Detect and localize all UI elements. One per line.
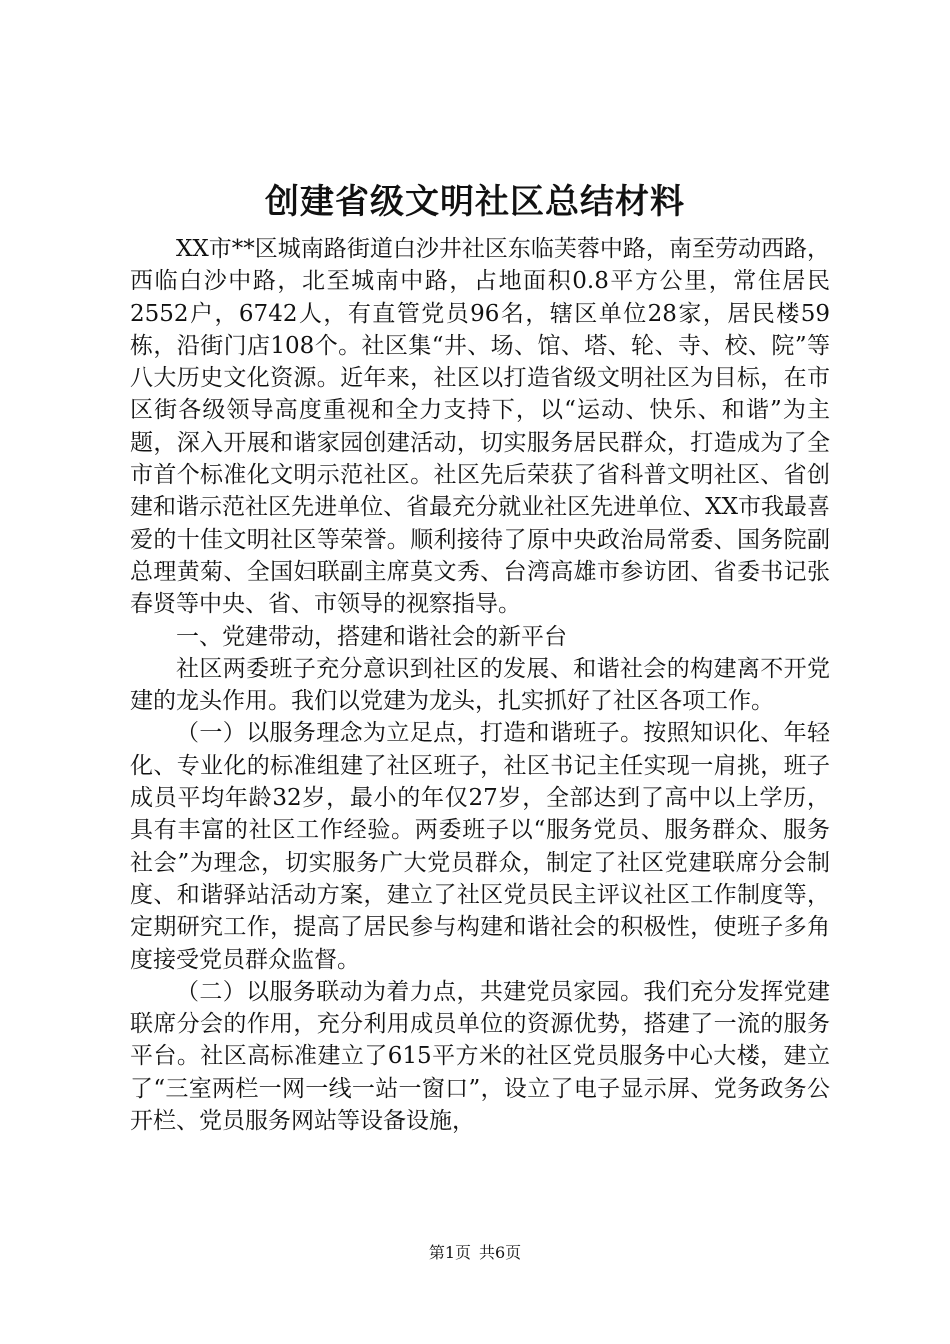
paragraph-subsection-1: （一）以服务理念为立足点，打造和谐班子。按照知识化、年轻化、专业化的标准组建了社区班子，社区书记主任实现一肩挑，班子成员平均年龄32岁，最小的年仅27岁，全部达到了高中以上学历，具有丰富的社区工作经验。两委班子以“服务党员、服务群众、服务社会”为理念，切实服务广大党员群众，制定了社区党建联席分会制度、和谐驿站活动方案，建立了社区党员民主评议社区工作制度等，定期研究工作，提高了居民参与构建和谐社会的积极性，使班子多角度接受党员群众监督。 xyxy=(130,720,830,973)
document-title: 创建省级文明社区总结材料 xyxy=(265,182,685,222)
page-total: 共6页 xyxy=(479,1243,522,1262)
page-footer xyxy=(0,1243,950,1263)
paragraph-subsection-2: （二）以服务联动为着力点，共建党员家园。我们充分发挥党建联席分会的作用，充分利用成员单位的资源优势，搭建了一流的服务平台。社区高标准建立了615平方米的社区党员服务中心大楼，建立了“三室两栏一网一线一站一窗口”，设立了电子显示屏、党务政务公开栏、党员服务网站等设备设施， xyxy=(130,978,830,1135)
paragraph-section-1: 社区两委班子充分意识到社区的发展、和谐社会的构建离不开党建的龙头作用。我们以党建为龙头，扎实抓好了社区各项工作。 xyxy=(130,655,830,715)
paragraph-intro: XX市**区城南路街道白沙井社区东临芙蓉中路，南至劳动西路，西临白沙中路，北至城南中路，占地面积0.8平方公里，常住居民2552户，6742人，有直管党员96名，辖区单位28家，居民楼59栋，沿街门店108个。社区集“井、场、馆、塔、轮、寺、校、院”等八大历史文化资源。近年来，社区以打造省级文明社区为目标，在市区街各级领导高度重视和全力支持下，以“运动、快乐、和谐”为主题，深入开展和谐家园创建活动，切实服务居民群众，打造成为了全市首个标准化文明示范社区。社区先后荣获了省科普文明社区、省创建和谐示范社区先进单位、省最充分就业社区先进单位、XX市我最喜爱的十佳文明社区等荣誉。顺利接待了原中央政治局常委、国务院副总理黄菊、全国妇联副主席莫文秀、台湾高雄市参访团、省委书记张春贤等中央、省、市领导的视察指导。 xyxy=(130,236,830,618)
section-heading-1: 一、党建带动，搭建和谐社会的新平台 xyxy=(176,623,567,650)
page-number: 第1页 xyxy=(428,1243,471,1262)
document-body xyxy=(130,233,830,1137)
